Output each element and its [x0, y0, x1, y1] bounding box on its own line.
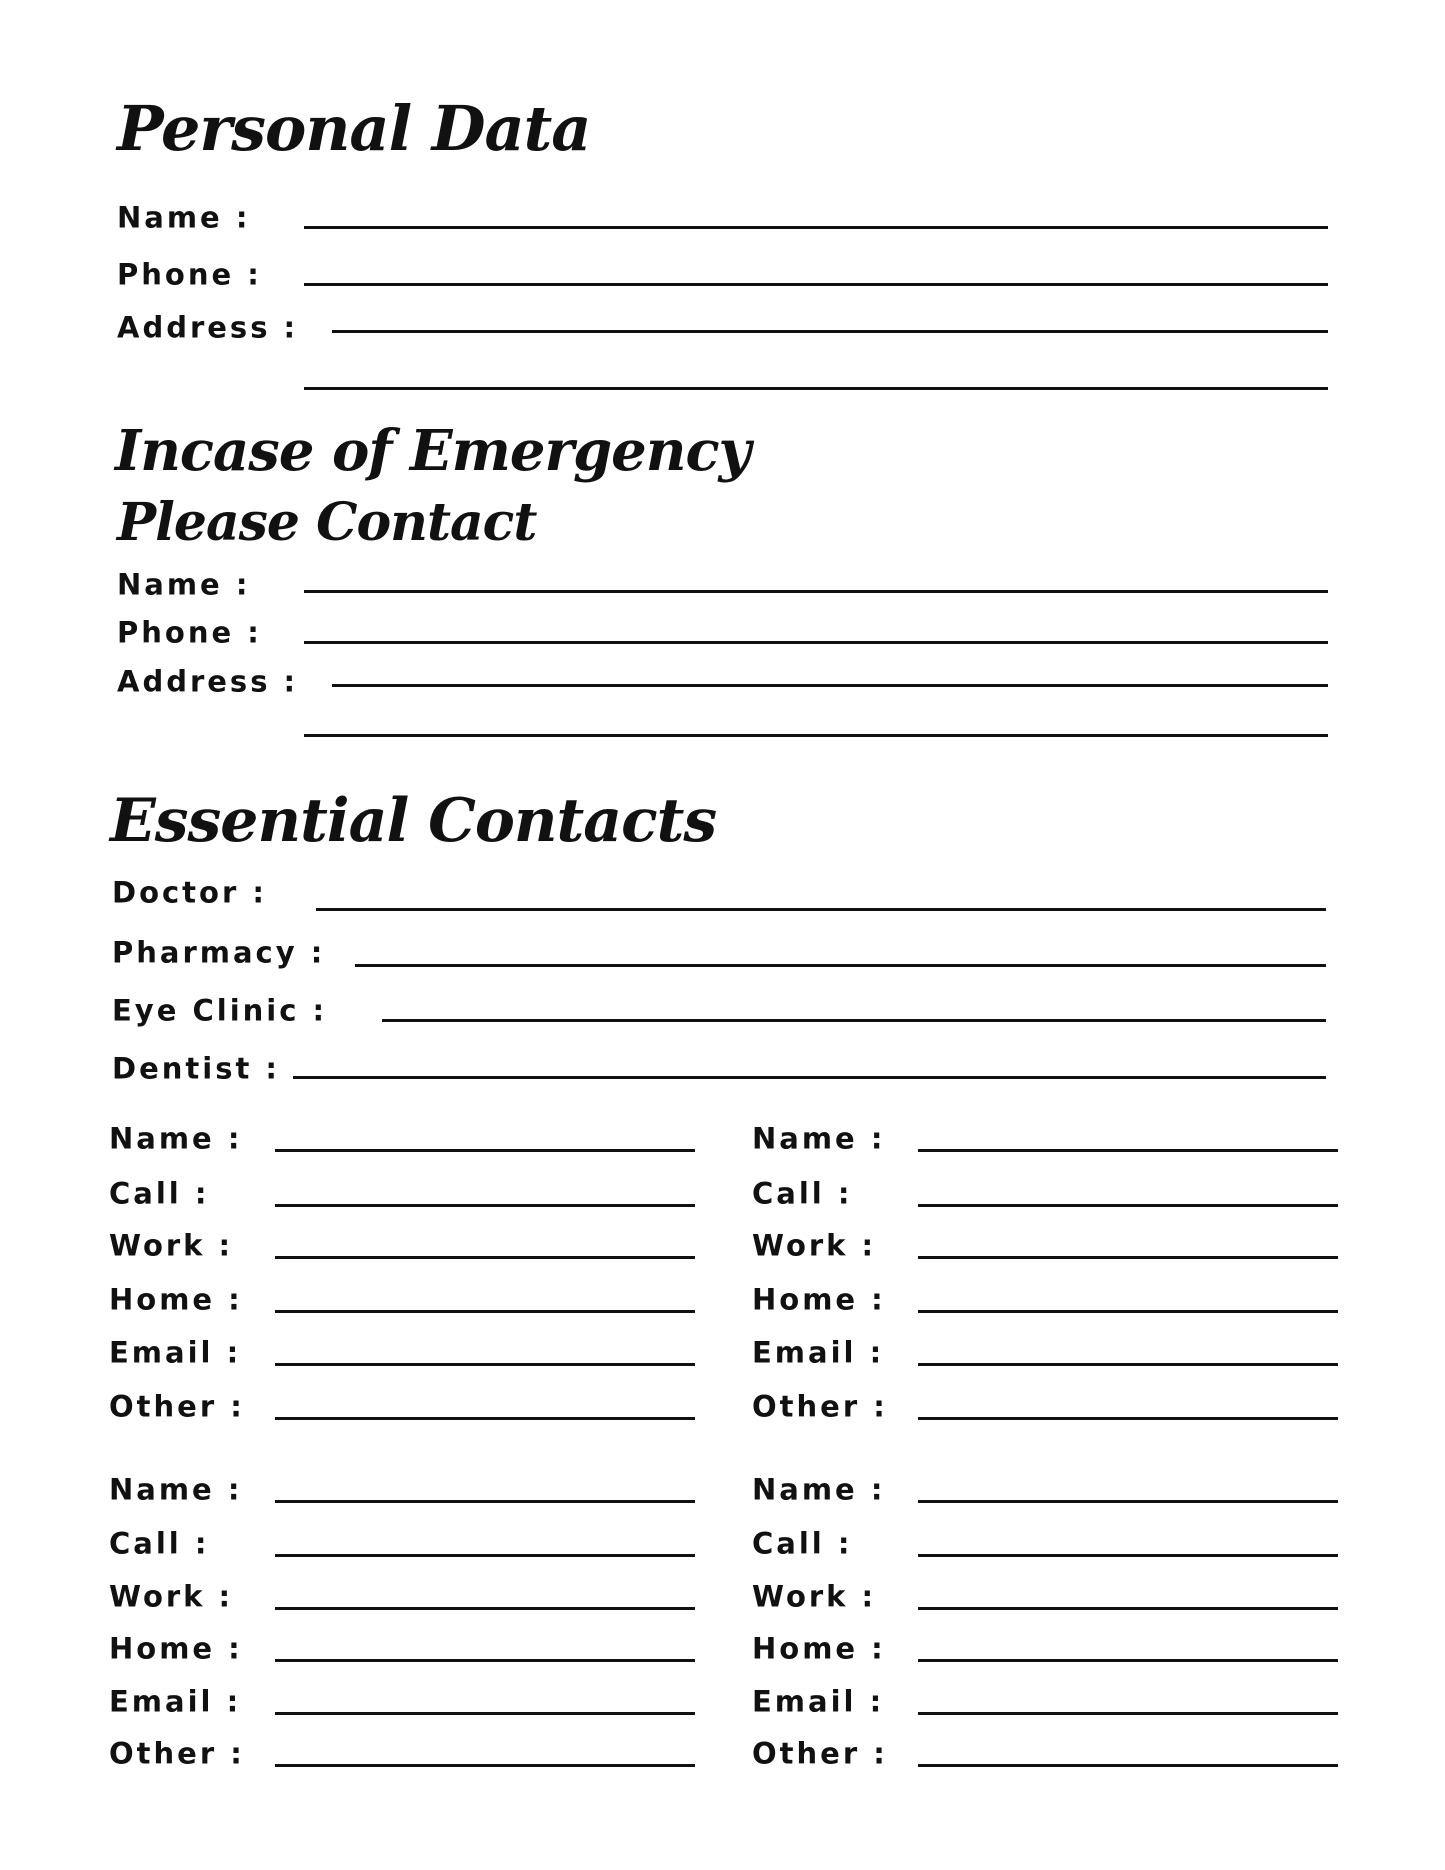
- personal-data-title: Personal Data: [117, 92, 591, 165]
- contact-2-other-field[interactable]: [918, 1417, 1338, 1420]
- contact-4-call-label: Call :: [752, 1526, 853, 1561]
- contact-2-home-label: Home :: [752, 1282, 886, 1317]
- contact-4-name-label: Name :: [752, 1472, 886, 1507]
- essential-contacts-title: Essential Contacts: [110, 786, 717, 856]
- emergency-address-field[interactable]: [332, 684, 1328, 687]
- contact-4-email-label: Email :: [752, 1684, 885, 1719]
- contact-4-home-label: Home :: [752, 1631, 886, 1666]
- doctor-label: Doctor :: [112, 875, 267, 910]
- contact-3-other-field[interactable]: [275, 1764, 695, 1767]
- contact-1-other-label: Other :: [109, 1389, 245, 1424]
- contact-1-home-field[interactable]: [275, 1310, 695, 1313]
- personal-phone-label: Phone :: [117, 257, 262, 292]
- emergency-name-field[interactable]: [304, 590, 1328, 593]
- contact-4-work-field[interactable]: [918, 1607, 1338, 1610]
- contact-2-work-label: Work :: [752, 1228, 877, 1263]
- pharmacy-label: Pharmacy :: [112, 935, 326, 970]
- contact-1-email-field[interactable]: [275, 1363, 695, 1366]
- contact-3-call-label: Call :: [109, 1526, 210, 1561]
- contact-2-work-field[interactable]: [918, 1256, 1338, 1259]
- dentist-field[interactable]: [293, 1076, 1326, 1079]
- personal-address-field-line2[interactable]: [304, 387, 1328, 390]
- contact-2-call-label: Call :: [752, 1176, 853, 1211]
- contact-1-work-field[interactable]: [275, 1256, 695, 1259]
- dentist-label: Dentist :: [112, 1051, 281, 1086]
- eye-clinic-field[interactable]: [382, 1019, 1326, 1022]
- contact-2-email-label: Email :: [752, 1335, 885, 1370]
- contact-4-other-field[interactable]: [918, 1764, 1338, 1767]
- emergency-name-label: Name :: [117, 567, 251, 602]
- emergency-title: Incase of Emergency: [115, 418, 751, 484]
- contact-2-name-field[interactable]: [918, 1149, 1338, 1152]
- eye-clinic-label: Eye Clinic :: [112, 993, 328, 1028]
- please-contact-title: Please Contact: [117, 492, 537, 553]
- contact-4-email-field[interactable]: [918, 1712, 1338, 1715]
- personal-address-label: Address :: [117, 310, 299, 345]
- contact-4-work-label: Work :: [752, 1579, 877, 1614]
- contact-2-name-label: Name :: [752, 1121, 886, 1156]
- contact-4-home-field[interactable]: [918, 1659, 1338, 1662]
- personal-phone-field[interactable]: [304, 283, 1328, 286]
- contact-1-name-label: Name :: [109, 1121, 243, 1156]
- contact-1-work-label: Work :: [109, 1228, 234, 1263]
- contact-2-call-field[interactable]: [918, 1204, 1338, 1207]
- emergency-address-label: Address :: [117, 664, 299, 699]
- contact-1-name-field[interactable]: [275, 1149, 695, 1152]
- contact-4-other-label: Other :: [752, 1736, 888, 1771]
- contact-3-name-label: Name :: [109, 1472, 243, 1507]
- pharmacy-field[interactable]: [355, 964, 1326, 967]
- contact-3-home-field[interactable]: [275, 1659, 695, 1662]
- contact-3-name-field[interactable]: [275, 1500, 695, 1503]
- personal-name-label: Name :: [117, 200, 251, 235]
- contact-1-other-field[interactable]: [275, 1417, 695, 1420]
- personal-name-field[interactable]: [304, 226, 1328, 229]
- contact-3-call-field[interactable]: [275, 1554, 695, 1557]
- contact-3-home-label: Home :: [109, 1631, 243, 1666]
- personal-address-field[interactable]: [332, 330, 1328, 333]
- contact-4-name-field[interactable]: [918, 1500, 1338, 1503]
- contact-1-home-label: Home :: [109, 1282, 243, 1317]
- contact-3-email-field[interactable]: [275, 1712, 695, 1715]
- contact-3-work-label: Work :: [109, 1579, 234, 1614]
- doctor-field[interactable]: [316, 908, 1326, 911]
- contact-3-email-label: Email :: [109, 1684, 242, 1719]
- emergency-phone-label: Phone :: [117, 615, 262, 650]
- emergency-address-field-line2[interactable]: [304, 734, 1328, 737]
- contact-1-email-label: Email :: [109, 1335, 242, 1370]
- contact-3-work-field[interactable]: [275, 1607, 695, 1610]
- contact-2-other-label: Other :: [752, 1389, 888, 1424]
- contact-4-call-field[interactable]: [918, 1554, 1338, 1557]
- contact-2-home-field[interactable]: [918, 1310, 1338, 1313]
- contact-1-call-label: Call :: [109, 1176, 210, 1211]
- emergency-phone-field[interactable]: [304, 641, 1328, 644]
- contact-3-other-label: Other :: [109, 1736, 245, 1771]
- contact-1-call-field[interactable]: [275, 1204, 695, 1207]
- contact-2-email-field[interactable]: [918, 1363, 1338, 1366]
